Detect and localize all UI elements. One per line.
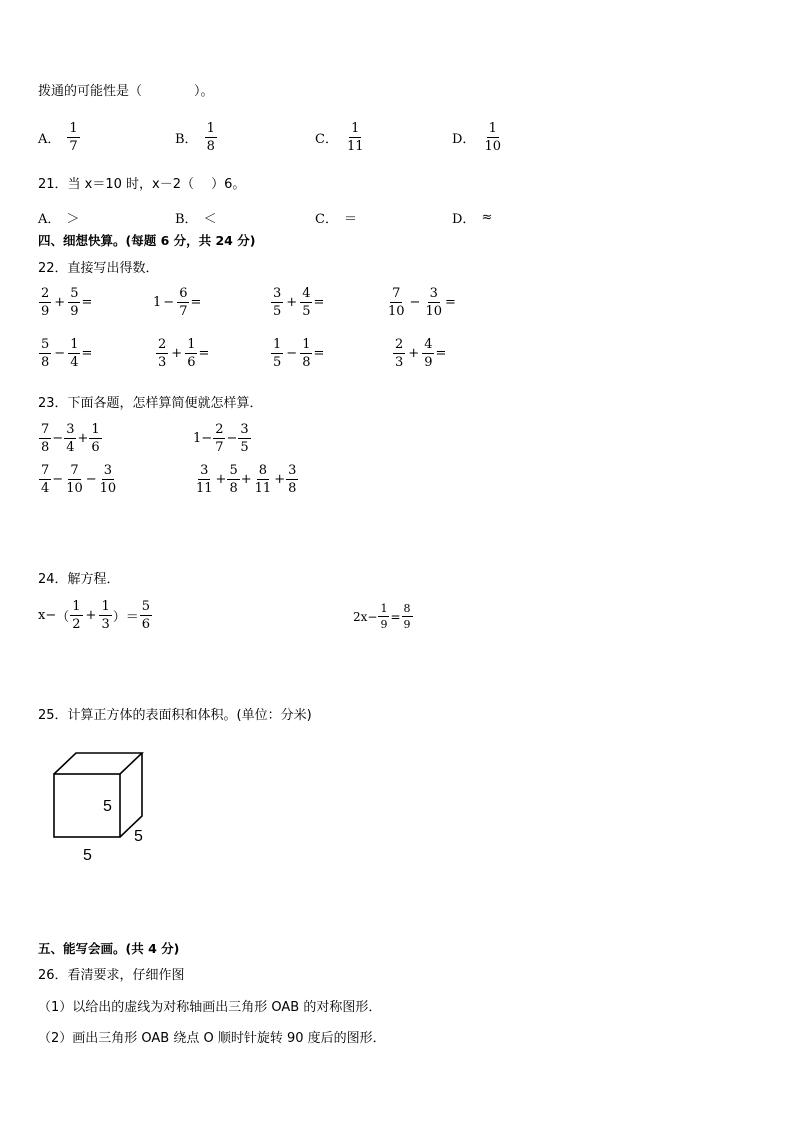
frac-num: 2 xyxy=(158,337,167,352)
whole-number: 1 xyxy=(193,431,202,446)
q23-expr-2 xyxy=(193,423,252,454)
q25-stem: 25．计算正方体的表面积和体积。(单位：分米) xyxy=(38,708,312,723)
operator: + xyxy=(77,431,89,446)
frac-num: 3 xyxy=(240,422,249,437)
frac-num: 1 xyxy=(70,337,79,352)
frac-den: 5 xyxy=(240,440,249,455)
equals: = xyxy=(81,346,93,361)
operator: + xyxy=(171,346,183,361)
option-label: B． xyxy=(175,132,198,147)
frac-den: 10 xyxy=(66,481,83,496)
q20-option-a[interactable] xyxy=(38,122,81,153)
equals: = xyxy=(435,346,447,361)
frac-num: 7 xyxy=(70,463,79,478)
frac-num: 3 xyxy=(429,286,438,301)
q23-expr-1 xyxy=(38,423,103,454)
frac-num: 1 xyxy=(187,337,196,352)
operator: − xyxy=(201,431,213,446)
frac-num: 8 xyxy=(258,463,268,478)
frac-num: 8 xyxy=(403,602,411,615)
option-label: A． xyxy=(38,212,61,227)
frac-num: 1 xyxy=(101,599,110,614)
q20-option-d[interactable] xyxy=(452,122,504,153)
frac-den: 11 xyxy=(254,481,272,496)
frac-num: 1 xyxy=(302,337,311,352)
frac-den: 3 xyxy=(101,617,110,632)
frac-den: 9 xyxy=(380,618,388,631)
frac-num: 3 xyxy=(66,422,75,437)
frac-num: 1 xyxy=(351,121,360,136)
frac-num: 1 xyxy=(488,121,497,136)
frac-num: 5 xyxy=(70,286,79,301)
frac-num: 2 xyxy=(395,337,404,352)
cube-side-label: 5 xyxy=(134,828,143,845)
frac-num: 2 xyxy=(41,286,50,301)
frac-num: 6 xyxy=(179,286,188,301)
q21-option-a[interactable] xyxy=(38,208,79,227)
frac-den: 7 xyxy=(215,440,224,455)
frac-den: 6 xyxy=(91,440,100,455)
frac-num: 1 xyxy=(69,121,78,136)
q24-equation-1 xyxy=(38,600,153,631)
frac-den: 11 xyxy=(196,481,213,496)
q21-stem: 21．当 x＝10 时，x－2（ ）6。 xyxy=(38,177,246,192)
frac-den: 10 xyxy=(425,304,442,319)
cube-bottom-label: 5 xyxy=(83,847,92,864)
equals: = xyxy=(313,346,325,361)
frac-den: 3 xyxy=(395,355,404,370)
operator: − xyxy=(52,472,64,487)
equals: = xyxy=(390,609,401,624)
operator: + xyxy=(54,295,66,310)
operator: + xyxy=(85,608,97,623)
frac-den: 9 xyxy=(41,304,50,319)
frac-num: 5 xyxy=(41,337,50,352)
frac-den: 9 xyxy=(70,304,79,319)
operator: − xyxy=(85,472,97,487)
q22-item-5 xyxy=(38,338,92,369)
frac-num: 1 xyxy=(380,602,388,615)
frac-den: 8 xyxy=(229,481,238,496)
q20-option-b[interactable] xyxy=(175,122,218,153)
frac-den: 7 xyxy=(69,139,78,154)
q23-expr-4 xyxy=(193,464,299,495)
frac-den: 6 xyxy=(141,617,151,632)
frac-den: 8 xyxy=(41,355,50,370)
operator: − xyxy=(52,431,64,446)
frac-num: 3 xyxy=(200,463,209,478)
operator: + xyxy=(240,472,252,487)
option-value: ≈ xyxy=(481,210,493,225)
frac-num: 7 xyxy=(392,286,401,301)
q22-item-1 xyxy=(38,287,92,318)
frac-num: 4 xyxy=(302,286,311,301)
whole-number: 1 xyxy=(153,295,162,310)
q22-item-4 xyxy=(385,287,456,318)
frac-num: 3 xyxy=(103,463,113,478)
frac-den: 11 xyxy=(346,139,364,154)
option-label: D． xyxy=(452,212,476,227)
equals: = xyxy=(198,346,210,361)
frac-den: 2 xyxy=(72,617,81,632)
q21-option-d[interactable] xyxy=(452,208,492,227)
frac-num: 1 xyxy=(91,422,100,437)
operator: − xyxy=(163,295,175,310)
q22-stem: 22．直接写出得数． xyxy=(38,261,159,276)
frac-den: 10 xyxy=(388,304,405,319)
equals: ＝ xyxy=(125,610,139,625)
option-label: B． xyxy=(175,212,198,227)
section-title: 五、能写会画。(共 4 分) xyxy=(38,941,180,956)
frac-den: 4 xyxy=(41,481,50,496)
option-value: ＞ xyxy=(66,212,80,227)
q24-stem: 24．解方程． xyxy=(38,572,120,587)
q23-expr-3 xyxy=(38,464,119,495)
frac-num: 1 xyxy=(72,599,81,614)
frac-num: 5 xyxy=(141,599,151,614)
cube-top-face xyxy=(54,753,142,774)
frac-den: 10 xyxy=(484,139,501,154)
q24-equation-2 xyxy=(353,603,414,630)
lhs: 2x− xyxy=(353,609,378,624)
frac-num: 2 xyxy=(215,422,224,437)
q26-sub-2: （2）画出三角形 OAB 绕点 O 顺时针旋转 90 度后的图形． xyxy=(38,1031,386,1046)
frac-den: 4 xyxy=(66,440,75,455)
operator: − xyxy=(226,431,238,446)
frac-num: 5 xyxy=(229,463,238,478)
equals: = xyxy=(190,295,202,310)
frac-den: 6 xyxy=(187,355,196,370)
frac-den: 9 xyxy=(424,355,433,370)
frac-den: 8 xyxy=(288,481,297,496)
section-title: 四、细想快算。(每题 6 分，共 24 分) xyxy=(38,233,256,248)
option-value: ＝ xyxy=(343,212,357,227)
q21-option-c[interactable] xyxy=(315,208,357,227)
q22-item-6 xyxy=(155,338,209,369)
q26-stem: 26．看清要求，仔细作图 xyxy=(38,968,185,983)
cube-side-edges xyxy=(120,753,142,837)
frac-den: 8 xyxy=(41,440,50,455)
frac-den: 5 xyxy=(302,304,311,319)
frac-num: 3 xyxy=(288,463,297,478)
frac-den: 8 xyxy=(206,139,215,154)
frac-num: 4 xyxy=(424,337,433,352)
operator: + xyxy=(408,346,420,361)
operator: + xyxy=(215,472,227,487)
frac-den: 3 xyxy=(158,355,167,370)
q22-item-8 xyxy=(392,338,446,369)
operator: + xyxy=(274,472,286,487)
q22-item-2 xyxy=(153,287,201,318)
operator: + xyxy=(286,295,298,310)
variable: x xyxy=(38,608,46,623)
option-value: ＜ xyxy=(203,212,217,227)
equals: = xyxy=(313,295,325,310)
option-label: A． xyxy=(38,132,61,147)
frac-den: 4 xyxy=(70,355,79,370)
frac-num: 7 xyxy=(41,422,50,437)
q23-stem: 23．下面各题，怎样算简便就怎样算． xyxy=(38,396,263,411)
q20-option-c[interactable] xyxy=(315,122,367,153)
cube-front-label: 5 xyxy=(103,798,112,815)
operator: − xyxy=(409,295,421,310)
option-label: C． xyxy=(315,212,338,227)
frac-den: 5 xyxy=(273,304,282,319)
paren: （ xyxy=(56,610,70,625)
paren: ） xyxy=(112,610,126,625)
q20-stem: 拨通的可能性是（ ）。 xyxy=(38,84,214,99)
option-label: C． xyxy=(315,132,338,147)
option-label: D． xyxy=(452,132,476,147)
operator: − xyxy=(45,608,57,623)
q26-sub-1: （1）以给出的虚线为对称轴画出三角形 OAB 的对称图形． xyxy=(38,1000,382,1015)
frac-den: 8 xyxy=(302,355,311,370)
frac-num: 1 xyxy=(206,121,215,136)
frac-den: 9 xyxy=(403,618,411,631)
q22-item-3 xyxy=(270,287,324,318)
frac-den: 10 xyxy=(99,481,117,496)
frac-den: 7 xyxy=(179,304,188,319)
operator: − xyxy=(54,346,66,361)
frac-num: 7 xyxy=(41,463,50,478)
frac-den: 5 xyxy=(273,355,282,370)
q21-option-b[interactable] xyxy=(175,208,217,227)
q22-item-7 xyxy=(270,338,324,369)
frac-num: 1 xyxy=(273,337,282,352)
equals: = xyxy=(81,295,93,310)
frac-num: 3 xyxy=(273,286,282,301)
operator: − xyxy=(286,346,298,361)
equals: = xyxy=(445,295,456,310)
cube-diagram xyxy=(48,748,158,868)
